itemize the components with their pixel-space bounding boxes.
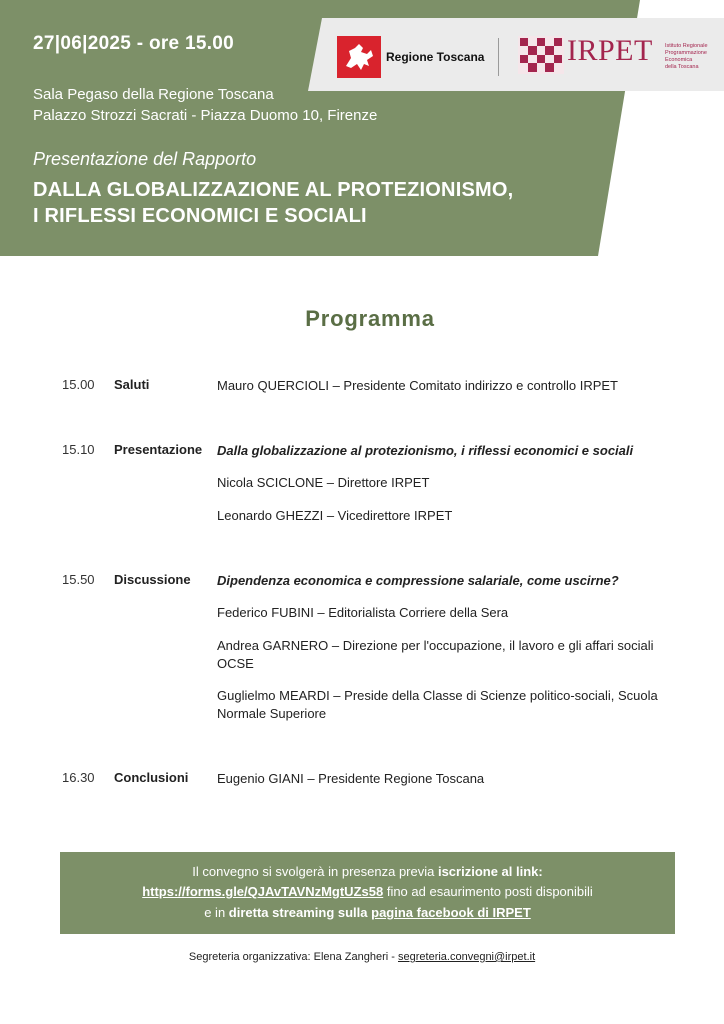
program-label: Presentazione (114, 442, 203, 457)
program-speaker: Eugenio GIANI – Presidente Regione Toscana (217, 771, 485, 786)
registration-text: Il convegno si svolgerà in presenza previa (192, 864, 438, 879)
program-label: Saluti (114, 377, 150, 392)
irpet-tagline-2: Programmazione (665, 50, 707, 56)
program-speaker: Federico FUBINI – Editorialista Corriere della Sera (217, 605, 509, 620)
regione-toscana-logo-icon (337, 36, 381, 78)
event-title-line-2: I RIFLESSI ECONOMICI E SOCIALI (33, 205, 367, 227)
footer-text: Segreteria organizzativa: Elena Zangheri - (188, 951, 398, 963)
venue-line-2: Palazzo Strozzi Sacrati - Piazza Duomo 10, Firenze (33, 107, 378, 124)
registration-line-3 (60, 905, 675, 920)
program-time: 15.00 (62, 377, 95, 392)
program-speaker: Andrea GARNERO – Direzione per l'occupazione, il lavoro e gli affari sociali OCSE (217, 638, 654, 671)
venue-line-1: Sala Pegaso della Regione Toscana (33, 86, 274, 103)
streaming-bold: diretta streaming sulla (228, 905, 372, 920)
registration-text: fino ad esaurimento posti disponibili (383, 884, 593, 899)
logo-divider (498, 38, 499, 76)
irpet-tagline (665, 43, 708, 71)
event-title-line-1: DALLA GLOBALIZZAZIONE AL PROTEZIONISMO, (33, 179, 514, 201)
event-date: 27|06|2025 - ore 15.00 (33, 33, 235, 54)
program-label: Conclusioni (114, 770, 189, 785)
program-label: Discussione (114, 572, 191, 587)
footer (0, 951, 724, 963)
registration-line-2 (60, 884, 675, 899)
program-time: 16.30 (62, 770, 95, 785)
program-heading: Programma (305, 306, 435, 331)
irpet-tagline-4: della Toscana (665, 64, 699, 70)
registration-bold: iscrizione al link: (437, 864, 543, 879)
event-title (33, 177, 513, 229)
registration-link[interactable]: https://forms.gle/QJAvTAVNzMgtUZs58 (142, 884, 384, 899)
program-time: 15.10 (62, 442, 95, 457)
footer-email-link[interactable]: segreteria.convegni@irpet.it (398, 951, 536, 963)
irpet-wordmark: IRPET (567, 34, 653, 67)
registration-line-1 (60, 864, 675, 879)
event-subtitle: Presentazione del Rapporto (33, 149, 257, 169)
program-topic: Dalla globalizzazione al protezionismo, i riflessi economici e sociali (217, 443, 634, 458)
program-speaker: Nicola SCICLONE – Direttore IRPET (217, 475, 430, 490)
irpet-logo-icon (518, 36, 564, 74)
program-speaker: Mauro QUERCIOLI – Presidente Comitato indirizzo e controllo IRPET (217, 378, 618, 393)
program-topic: Dipendenza economica e compressione salariale, come uscirne? (217, 573, 619, 588)
streaming-text: e in (204, 905, 229, 920)
program-speaker: Guglielmo MEARDI – Preside della Classe di Scienze politico-sociali, Scuola Normale Superiore (217, 688, 658, 721)
irpet-tagline-1: Istituto Regionale (665, 43, 708, 49)
irpet-tagline-3: Economica (665, 57, 693, 63)
regione-toscana-name: Regione Toscana (386, 50, 485, 64)
facebook-page-link[interactable]: pagina facebook di IRPET (371, 905, 531, 920)
program-time: 15.50 (62, 572, 95, 587)
program-speaker: Leonardo GHEZZI – Vicedirettore IRPET (217, 508, 453, 523)
